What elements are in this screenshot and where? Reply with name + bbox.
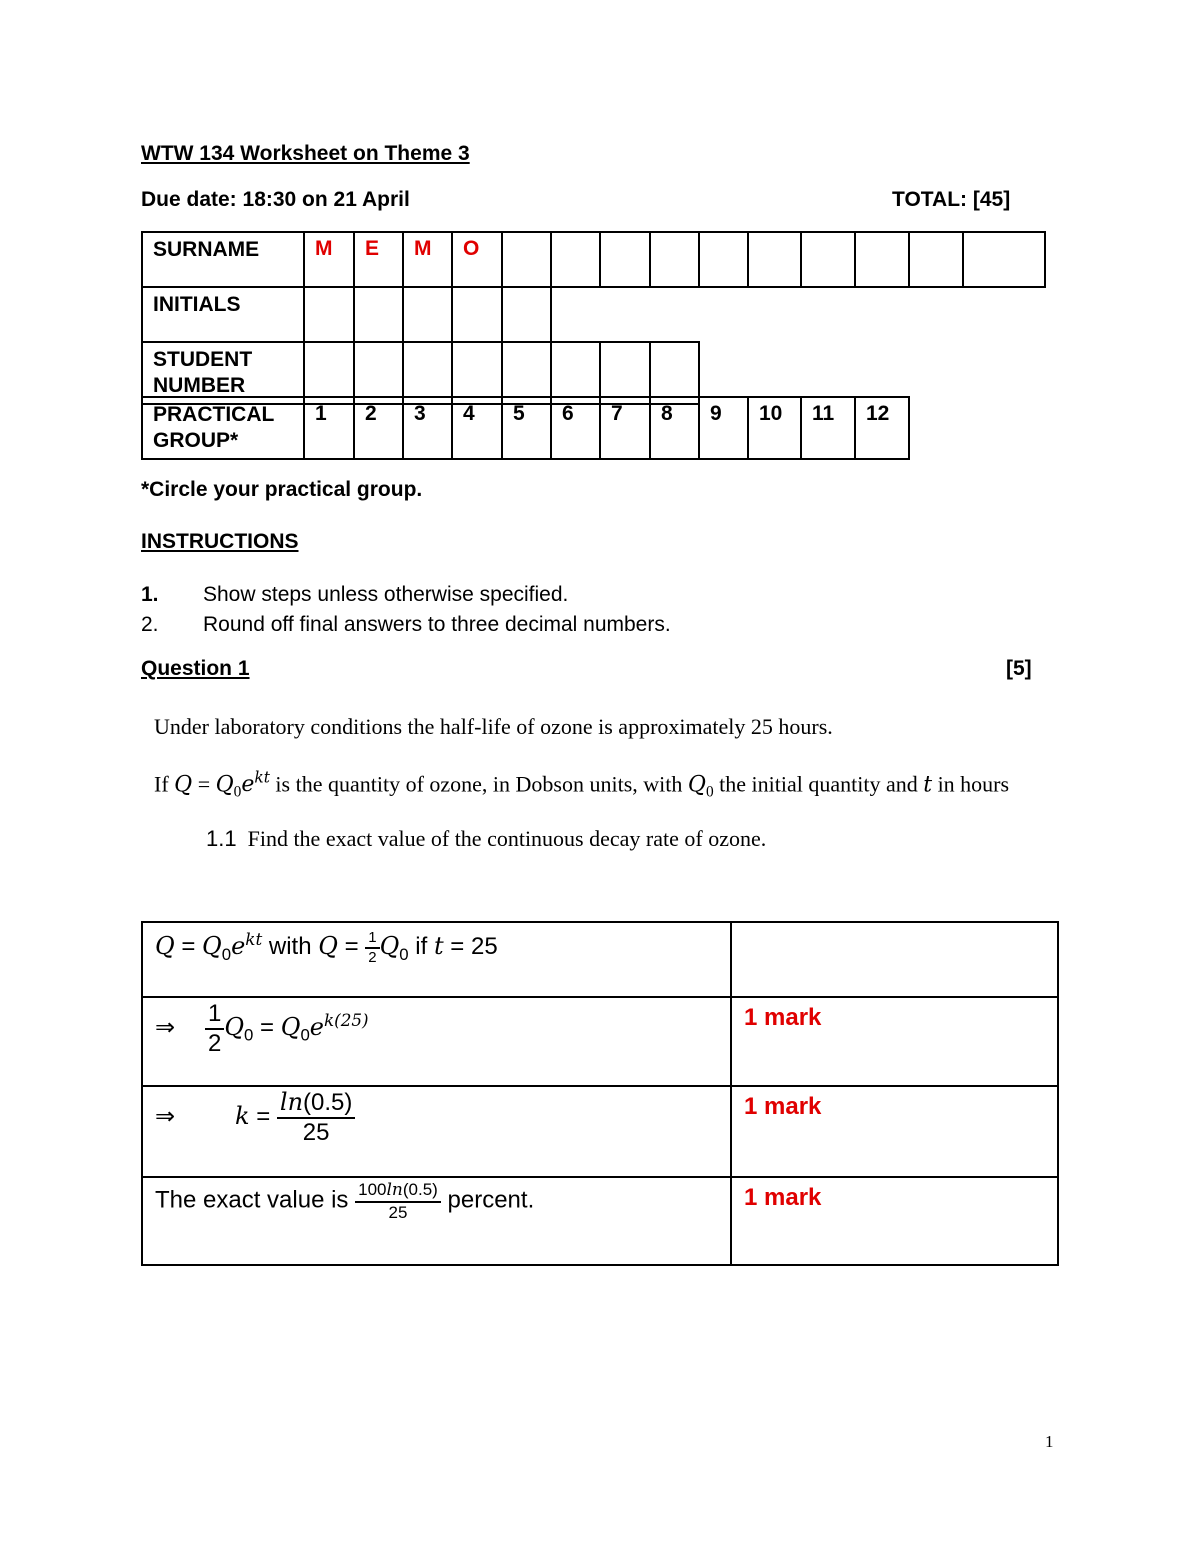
due-date: Due date: 18:30 on 21 April <box>141 188 410 211</box>
student-number-cell[interactable] <box>304 342 354 404</box>
surname-cell[interactable]: O <box>452 232 502 287</box>
surname-cell[interactable] <box>855 232 909 287</box>
surname-cell[interactable] <box>600 232 650 287</box>
initials-cell[interactable] <box>502 287 551 342</box>
initials-cell[interactable] <box>452 287 502 342</box>
page-number: 1 <box>1045 1432 1054 1451</box>
surname-cell[interactable] <box>502 232 551 287</box>
mark-cell: 1 mark <box>731 1177 1058 1265</box>
surname-cell[interactable] <box>650 232 699 287</box>
surname-cell[interactable] <box>909 232 963 287</box>
group-option[interactable]: 6 <box>551 397 600 459</box>
student-number-cell[interactable] <box>502 342 551 404</box>
problem-line: Under laboratory conditions the half-life of ozone is approximately 25 hours. <box>154 714 833 739</box>
worksheet-title: WTW 134 Worksheet on Theme 3 <box>141 142 470 165</box>
group-option[interactable]: 7 <box>600 397 650 459</box>
question-heading: Question 1 <box>141 657 250 680</box>
student-number-cell[interactable] <box>551 342 600 404</box>
answer-table <box>141 921 1059 1266</box>
group-option[interactable]: 2 <box>354 397 403 459</box>
answer-step: The exact value is $\frac{100\ln(0.5)}{25}$ percent. <box>142 1177 731 1265</box>
initials-cell[interactable] <box>354 287 403 342</box>
group-option[interactable]: 12 <box>855 397 909 459</box>
initials-cell[interactable] <box>403 287 452 342</box>
practical-group-table <box>141 396 910 460</box>
mark-cell: 1 mark <box>731 997 1058 1086</box>
instruction-item: 1. Show steps unless otherwise specified. <box>141 583 569 606</box>
initials-cell[interactable] <box>304 287 354 342</box>
group-option[interactable]: 10 <box>748 397 801 459</box>
sub-question: 1.1 Find the exact value of the continuous decay rate of ozone. <box>206 826 767 851</box>
surname-label: SURNAME <box>142 232 304 287</box>
student-number-cell[interactable] <box>354 342 403 404</box>
surname-cell[interactable] <box>748 232 801 287</box>
initials-table <box>141 286 552 343</box>
group-option[interactable]: 8 <box>650 397 699 459</box>
surname-table <box>141 231 1046 288</box>
student-number-cell[interactable] <box>403 342 452 404</box>
group-option[interactable]: 4 <box>452 397 502 459</box>
mark-cell <box>731 922 1058 997</box>
student-number-cell[interactable] <box>650 342 699 404</box>
surname-cell[interactable] <box>551 232 600 287</box>
group-option[interactable]: 9 <box>699 397 748 459</box>
surname-cell[interactable]: M <box>304 232 354 287</box>
student-number-cell[interactable] <box>600 342 650 404</box>
circle-group-note: *Circle your practical group. <box>141 478 423 501</box>
surname-cell[interactable] <box>699 232 748 287</box>
practical-group-label: PRACTICAL GROUP* <box>142 397 304 459</box>
problem-line: If $Q = Q_0e^{kt}$ is the quantity of ozone, in Dobson units, with $Q_0$ the initial quantity and t in hours <box>154 769 1010 801</box>
surname-cell[interactable]: E <box>354 232 403 287</box>
surname-cell[interactable]: M <box>403 232 452 287</box>
mark-cell: 1 mark <box>731 1086 1058 1177</box>
total-marks: TOTAL: [45] <box>892 188 1011 211</box>
answer-step: ⇒ $\frac{1}{2}$ $Q_0 = Q_0e^{k(25)}$ <box>142 997 731 1086</box>
group-option[interactable]: 3 <box>403 397 452 459</box>
surname-cell[interactable] <box>963 232 1045 287</box>
answer-step: $Q = Q_0e^{kt}$ with Q = $\frac{1}{2}$ $Q_0$ if t = 25 <box>142 922 731 997</box>
instruction-item: 2. Round off final answers to three decimal numbers. <box>141 613 671 636</box>
surname-cell[interactable] <box>801 232 855 287</box>
group-option[interactable]: 11 <box>801 397 855 459</box>
instructions-heading: INSTRUCTIONS <box>141 530 299 553</box>
group-option[interactable]: 5 <box>502 397 551 459</box>
group-option[interactable]: 1 <box>304 397 354 459</box>
question-marks: [5] <box>1006 657 1032 680</box>
student-number-label: STUDENT NUMBER <box>142 342 304 404</box>
initials-label: INITIALS <box>142 287 304 342</box>
answer-step: ⇒ k = $\frac{\ln(0.5)}{25}$ <box>142 1086 731 1177</box>
student-number-cell[interactable] <box>452 342 502 404</box>
